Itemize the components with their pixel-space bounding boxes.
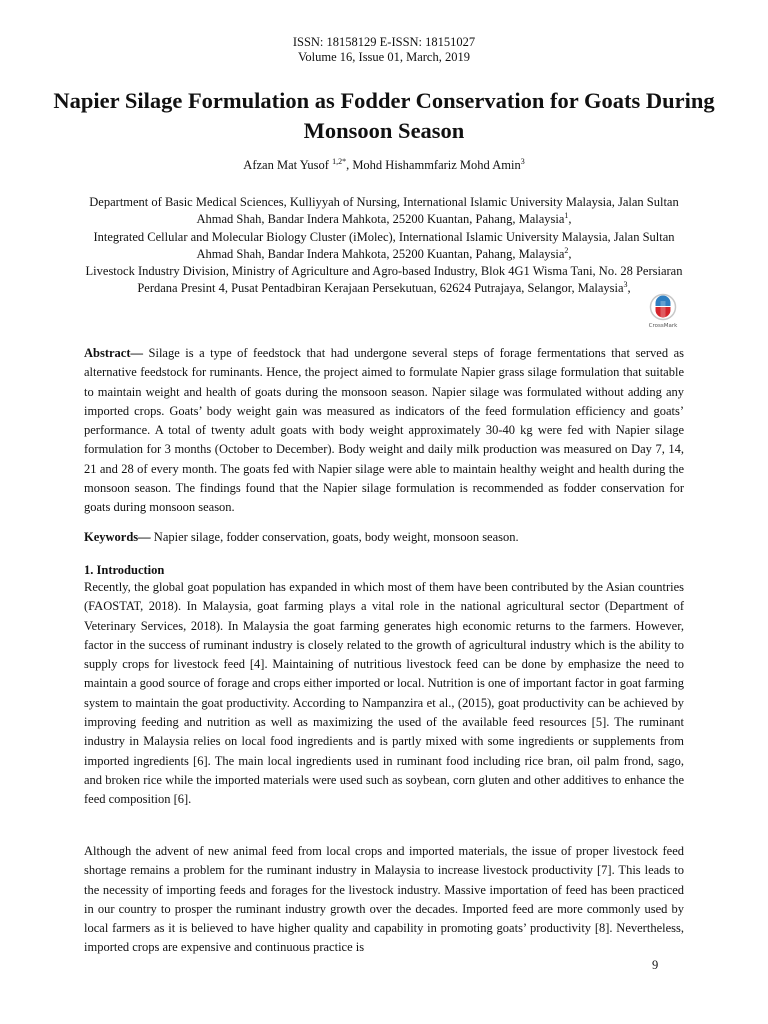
introduction-paragraph-2: Although the advent of new animal feed from local crops and imported materials, the issue of proper livestock feed shortage remains a problem for the ruminant industry in Malaysia to increase livestock productivity [7]. This leads to the necessity of importing feeds and forages for the livestock industry. Massive importation of feed has been practiced in our country to prosper the ruminant industry growth over the decades. Imported feed are more commonly used by local farmers as it is believed to have higher quality and capability in promoting goats’ productivity [8]. Nevertheless, imported crops are expensive and continuous practice is: [84, 844, 684, 955]
affiliation-marker: 3: [623, 280, 628, 290]
introduction-paragraph-1: Recently, the global goat population has expanded in which most of them have been contributed by the Asian countries (FAOSTAT, 2018). In Malaysia, goat farming plays a vital role in the national agricultural sector (Department of Veterinary Services, 2018). In Malaysia the goat farming generates high economic returns to the farmers. However, factor in the success of ruminant industry is closely related to the growth of agricultural industry which is the ability to supply crops for livestock feed [4]. Maintaining of nutritious livestock feed can be done by emphasize the need to maintain a good source of forage and crops either imported or local. Nutrition is one of important factor in goat farming system to maintain the goat productivity. According to Nampanzira et al., (2015), goat productivity can be achieved by improving feeding and nutrition as well as maximizing the used of the available feed resources [5]. The ruminant industry in Malaysia relies on local food ingredients and is partly mixed with some ingredients or supplements from imported ingredients [6]. The main local ingredients used in ruminant food including rice bran, oil palm frond, sago, and broken rice while the imported materials were used such as soybean, corn gluten and other additives to enhance the feed composition [6].: [84, 580, 684, 807]
affiliation-marker: 1: [564, 211, 569, 221]
author-name: Afzan Mat Yusof: [243, 158, 329, 172]
keywords-label: Keywords—: [84, 530, 151, 544]
affiliation-tail: ,: [627, 281, 631, 296]
affiliation-marker: 2: [564, 245, 569, 255]
author-affiliation-marker: 1,2*: [332, 156, 347, 166]
author-affiliation-marker: 3: [520, 156, 525, 166]
affiliation: [80, 229, 688, 264]
crossmark-label: CrossMark: [648, 323, 678, 329]
author-list: [0, 157, 768, 173]
section-heading-introduction: 1. Introduction: [84, 563, 165, 577]
crossmark-icon: [644, 293, 682, 329]
journal-volume: Volume 16, Issue 01, March, 2019: [298, 50, 470, 64]
affiliations: [80, 194, 688, 298]
affiliation-text: Department of Basic Medical Sciences, Kulliyyah of Nursing, International Islamic University Malaysia, Jalan Sultan Ahmad Shah, Bandar Indera Mahkota, 25200 Kuantan, Pahang, Malaysia: [89, 195, 679, 227]
crossmark-logo[interactable]: [644, 293, 682, 329]
author-separator: ,: [346, 158, 353, 172]
affiliation: [80, 263, 688, 298]
paper-title: Napier Silage Formulation as Fodder Conservation for Goats During Monsoon Season: [53, 88, 715, 143]
page-number: 9: [652, 958, 659, 972]
keywords-text: Napier silage, fodder conservation, goats, body weight, monsoon season.: [150, 530, 519, 544]
abstract-label: Abstract—: [84, 346, 144, 360]
abstract-text: Silage is a type of feedstock that had undergone several steps of forage fermentations that served as alternative feedstock for ruminants. Hence, the project aimed to formulate Napier grass silage formulation that suitable to maintain weight and health of goats during the monsoon season. Napier silage was formulated without adding any imported crops. Goats’ body weight gain was measured as indicators of the feed formulation efficiency and goats’ performance. A total of twenty adult goats with body weight approximately 30-40 kg were fed with Napier silage formulation for 3 months (October to December). Body weight and daily milk production was measured on Day 7, 14, 21 and 28 of every month. The goats fed with Napier silage were able to maintain healthy weight and health during the monsoon season. The findings found that the Napier silage formulation is recommended as fodder conservation for goats during monsoon season.: [84, 346, 684, 515]
author-name: Mohd Hishammfariz Mohd Amin: [352, 158, 521, 172]
affiliation-tail: ,: [568, 246, 572, 261]
affiliation-text: Integrated Cellular and Molecular Biology Cluster (iMolec), International Islamic University Malaysia, Jalan Sultan Ahmad Shah, Bandar Indera Mahkota, 25200 Kuantan, Pahang, Malaysia: [93, 229, 675, 261]
affiliation: [80, 194, 688, 229]
journal-issn: ISSN: 18158129 E-ISSN: 18151027: [292, 35, 476, 49]
affiliation-tail: ,: [568, 212, 572, 227]
abstract: [84, 344, 684, 518]
affiliation-text: Livestock Industry Division, Ministry of Agriculture and Agro-based Industry, Blok 4G1 Wisma Tani, No. 28 Persiaran Perdana Presint 4, Pusat Pentadbiran Kerajaan Persekutuan, 62624 Putrajaya, Selangor, Malaysia: [85, 264, 683, 296]
keywords: [84, 528, 684, 547]
